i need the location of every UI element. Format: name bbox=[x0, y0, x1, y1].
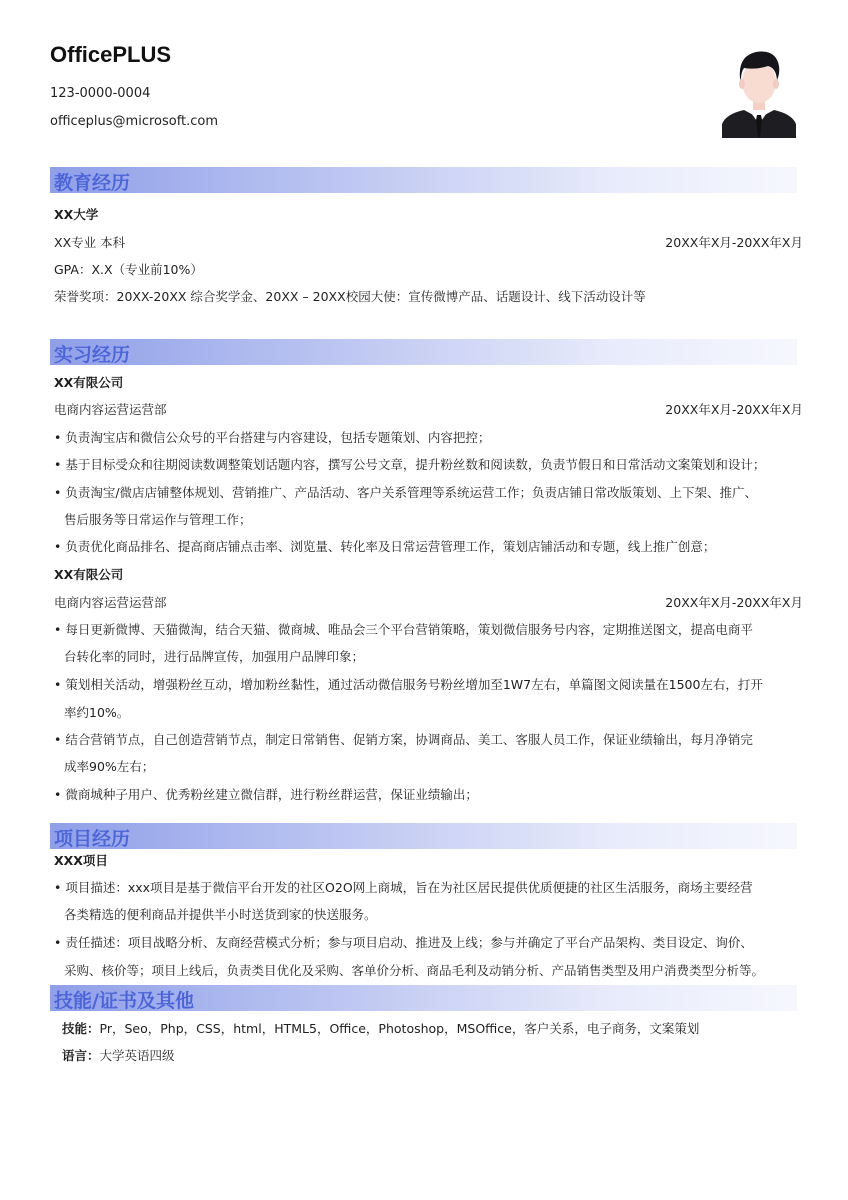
phone-number: 123-0000-0004 bbox=[50, 86, 151, 101]
company-name: XX有限公司 bbox=[54, 375, 124, 390]
job-bullet-continued: 售后服务等日常运作与管理工作； bbox=[64, 512, 252, 527]
job-bullet: • 结合营销节点，自己创造营销节点，制定日常销售、促销方案，协调商品、美工、客服人员工作，保证业绩输出，每月净销完 bbox=[54, 732, 753, 747]
job-bullet-continued: 成率90%左右； bbox=[64, 759, 155, 774]
job-bullet: • 微商城种子用户、优秀粉丝建立微信群，进行粉丝群运营，保证业绩输出； bbox=[54, 787, 478, 802]
job-bullet: • 负责淘宝/微店店铺整体规划、营销推广、产品活动、客户关系管理等系统运营工作；负责店铺日常改版策划、上下架、推广、 bbox=[54, 485, 758, 500]
job-bullet: • 基于目标受众和往期阅读数调整策划话题内容，撰写公号文章，提升粉丝数和阅读数，负责节假日和日常活动文案策划和设计； bbox=[54, 457, 766, 472]
skills-value: Pr，Seo，Php，CSS，html，HTML5，Office，Photoshop，MSOffice，客户关系，电子商务，文案策划 bbox=[99, 1021, 700, 1036]
project-bullet: • 项目描述：xxx项目是基于微信平台开发的社区O2O网上商城，旨在为社区居民提供优质便捷的社区生活服务，商场主要经营 bbox=[54, 880, 753, 895]
candidate-name: OfficePLUS bbox=[50, 42, 172, 67]
avatar bbox=[722, 44, 796, 138]
project-bullet-continued: 采购、核价等；项目上线后，负责类目优化及采购、客单价分析、商品毛利及动销分析、产品销售类型及用户消费类型分析等。 bbox=[64, 963, 765, 978]
job-bullet: • 负责淘宝店和微信公众号的平台搭建与内容建设，包括专题策划、内容把控； bbox=[54, 430, 491, 445]
job-bullet: • 每日更新微博、天猫微淘，结合天猫、微商城、唯品会三个平台营销策略，策划微信服务号内容，定期推送图文，提高电商平 bbox=[54, 622, 753, 637]
section-title: 技能/证书及其他 bbox=[54, 990, 194, 1012]
language-row bbox=[62, 1046, 175, 1064]
section-header-internship bbox=[50, 339, 797, 365]
section-header-education bbox=[50, 167, 797, 193]
honors: 荣誉奖项：20XX-20XX 综合奖学金、20XX – 20XX校园大使：宣传微博产品、话题设计、线下活动设计等 bbox=[54, 289, 646, 304]
project-name: XXX项目 bbox=[54, 853, 108, 868]
section-header-projects bbox=[50, 823, 797, 849]
job-date: 20XX年X月-20XX年X月 bbox=[665, 595, 803, 610]
project-bullet-continued: 各类精选的便利商品并提供半小时送货到家的快送服务。 bbox=[64, 907, 377, 922]
school-name: XX大学 bbox=[54, 207, 99, 222]
job-role: 电商内容运营运营部 bbox=[54, 595, 167, 610]
job-bullet: • 策划相关活动，增强粉丝互动，增加粉丝黏性，通过活动微信服务号粉丝增加至1W7左右，单篇图文阅读量在1500左右，打开 bbox=[54, 677, 763, 692]
company-name: XX有限公司 bbox=[54, 567, 124, 582]
gpa: GPA：X.X（专业前10%） bbox=[54, 262, 203, 277]
skills-row bbox=[62, 1019, 699, 1037]
job-date: 20XX年X月-20XX年X月 bbox=[665, 402, 803, 417]
email-address: officeplus@microsoft.com bbox=[50, 114, 219, 129]
language-label: 语言： bbox=[62, 1048, 100, 1063]
section-header-skills bbox=[50, 985, 797, 1011]
job-bullet: • 负责优化商品排名、提高商店铺点击率、浏览量、转化率及日常运营管理工作，策划店铺活动和专题，线上推广创意； bbox=[54, 539, 716, 554]
section-title: 实习经历 bbox=[54, 344, 131, 366]
major-degree: XX专业 本科 bbox=[54, 235, 126, 250]
job-role: 电商内容运营运营部 bbox=[54, 402, 167, 417]
language-value: 大学英语四级 bbox=[99, 1048, 175, 1063]
education-date: 20XX年X月-20XX年X月 bbox=[665, 235, 803, 250]
project-bullet: • 责任描述：项目战略分析、友商经营模式分析；参与项目启动、推进及上线；参与并确定了平台产品架构、类目设定、询价、 bbox=[54, 935, 753, 950]
job-bullet-continued: 台转化率的同时，进行品牌宣传，加强用户品牌印象； bbox=[64, 649, 365, 664]
job-bullet-continued: 率约10%。 bbox=[64, 705, 130, 720]
skills-label: 技能： bbox=[62, 1021, 100, 1036]
section-title: 项目经历 bbox=[54, 828, 131, 850]
section-title: 教育经历 bbox=[54, 172, 131, 194]
